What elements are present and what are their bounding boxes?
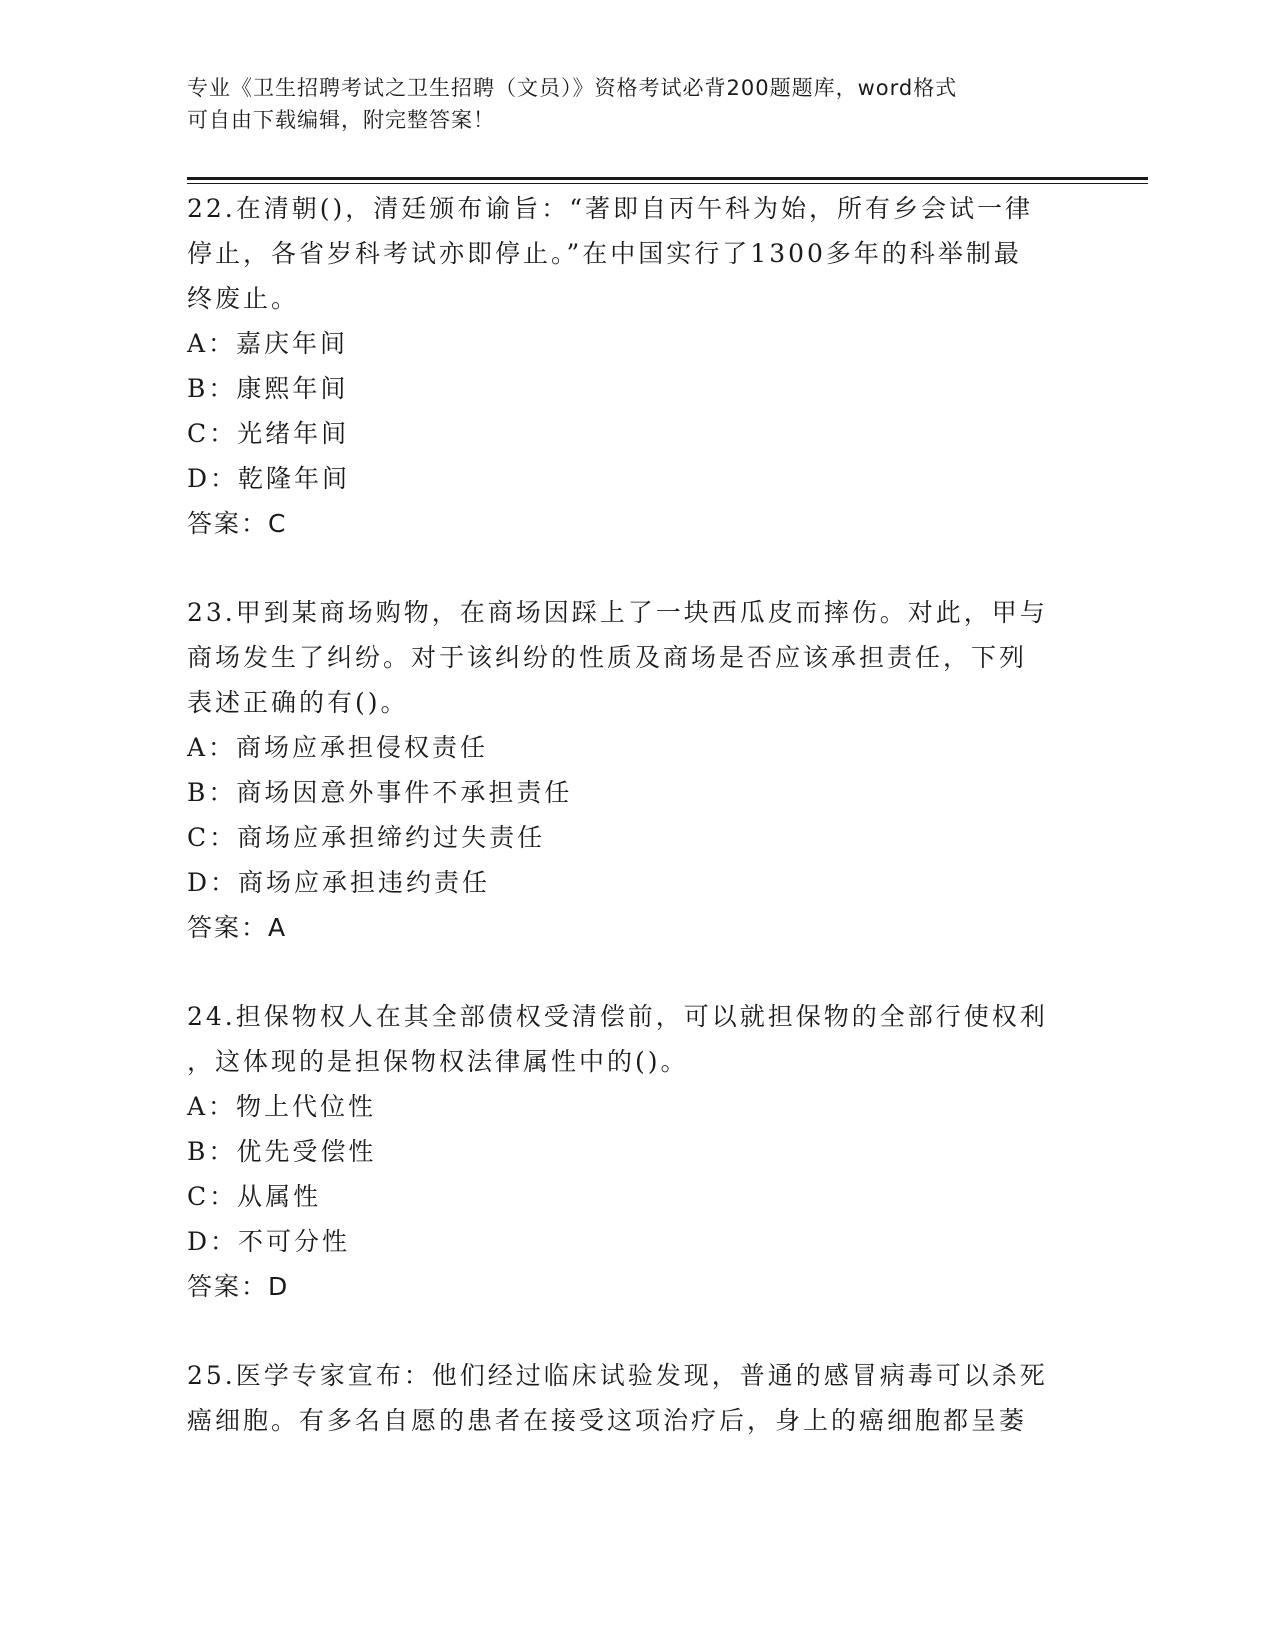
answer: 答案：A [187, 913, 288, 942]
option-c: C：从属性 [187, 1182, 322, 1211]
option-d: D：商场应承担违约责任 [187, 868, 491, 897]
question-text-line: ，这体现的是担保物权法律属性中的()。 [187, 1047, 689, 1076]
question-25 [187, 1353, 1087, 1443]
answer: 答案：C [187, 509, 288, 538]
question-text-line: 22.在清朝()，清廷颁布谕旨：“著即自丙午科为始，所有乡会试一律 [187, 194, 1034, 223]
option-d: D：不可分性 [187, 1227, 351, 1256]
option-b: B：康熙年间 [187, 374, 349, 403]
question-24 [187, 994, 1087, 1309]
question-23 [187, 590, 1087, 950]
header-line: 专业《卫生招聘考试之卫生招聘（文员）》资格考试必背200题题库，word格式 [187, 76, 958, 100]
option-a: A：嘉庆年间 [187, 329, 349, 358]
option-c: C：光绪年间 [187, 419, 350, 448]
option-a: A：商场应承担侵权责任 [187, 733, 489, 762]
option-a: A：物上代位性 [187, 1092, 377, 1121]
question-text-line: 癌细胞。有多名自愿的患者在接受这项治疗后，身上的癌细胞都呈萎 [187, 1406, 1028, 1435]
option-b: B：优先受偿性 [187, 1137, 377, 1166]
question-text-line: 终废止。 [187, 284, 300, 313]
question-text-line: 25.医学专家宣布：他们经过临床试验发现，普通的感冒病毒可以杀死 [187, 1361, 1048, 1390]
header-line: 可自由下载编辑，附完整答案！ [187, 108, 495, 132]
question-text-line: 表述正确的有()。 [187, 688, 409, 717]
question-list [187, 186, 1087, 1487]
question-22 [187, 186, 1087, 546]
answer: 答案：D [187, 1272, 290, 1301]
header-divider-thin [187, 183, 1148, 184]
option-d: D：乾隆年间 [187, 464, 351, 493]
option-b: B：商场因意外事件不承担责任 [187, 778, 573, 807]
header-divider [187, 177, 1148, 180]
question-text-line: 24.担保物权人在其全部债权受清偿前，可以就担保物的全部行使权利 [187, 1002, 1048, 1031]
document-header [187, 72, 1067, 136]
question-text-line: 停止，各省岁科考试亦即停止。”在中国实行了1300多年的科举制最 [187, 239, 1022, 268]
option-c: C：商场应承担缔约过失责任 [187, 823, 546, 852]
question-text-line: 商场发生了纠纷。对于该纠纷的性质及商场是否应该承担责任，下列 [187, 643, 1028, 672]
question-text-line: 23.甲到某商场购物，在商场因踩上了一块西瓜皮而摔伤。对此，甲与 [187, 598, 1048, 627]
